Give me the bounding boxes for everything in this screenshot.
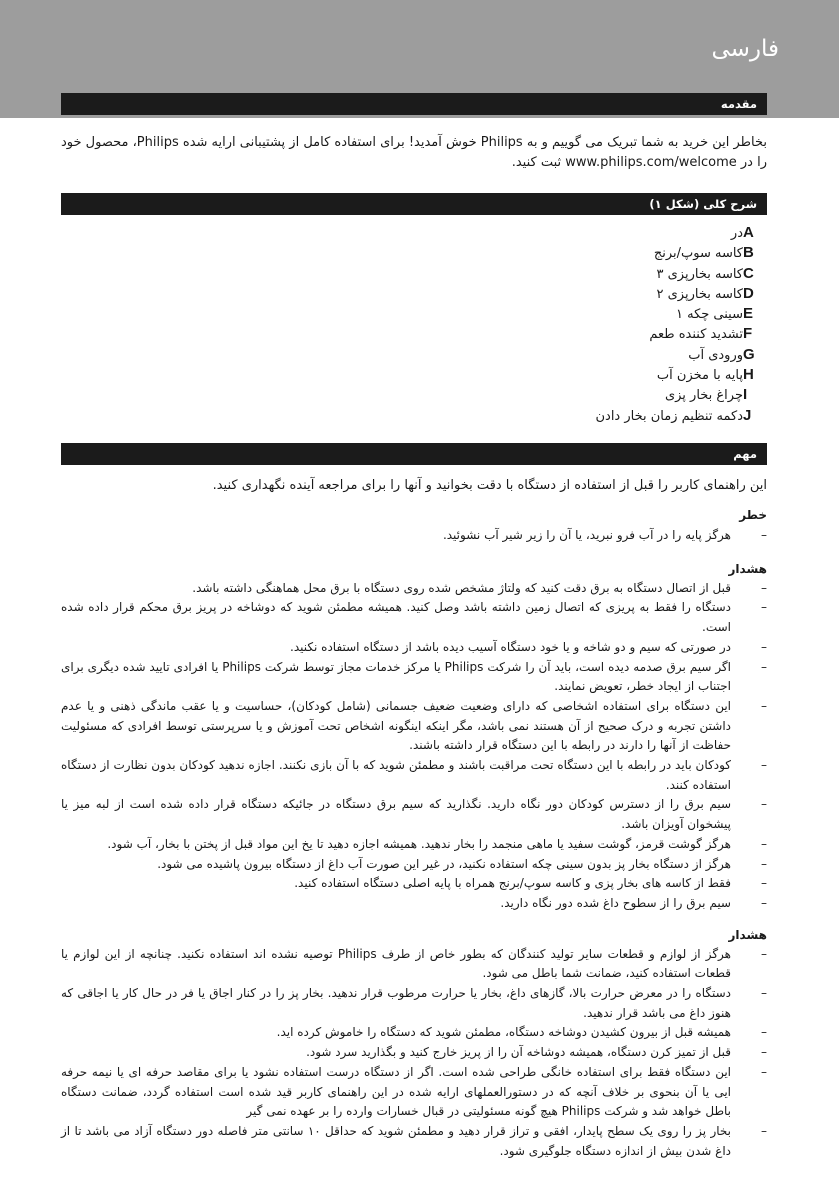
caution-item: – این دستگاه فقط برای استفاده خانگی طراحی شده است. اگر از دستگاه درست استفاده نشود یا برای مقاصد حرفه ای یا نیمه حرفه ایی یا آن بنحوی بر خلاف آنچه که در دستورالعملهای ارایه شده در این راهنمای کاربر قید شده است استفاده گردد، ضمانت دستگاه باطل خواهد شد و شرکت Philips هیچ گونه مسئولیتی در قبال خسارات وارده را بر عهده نمی گیر: [61, 1064, 767, 1119]
list-item: Eسینی چکه ۱: [675, 305, 754, 323]
intro-section: [61, 133, 767, 173]
overview-heading-bar: [61, 193, 767, 215]
warning-item: – این دستگاه برای استفاده اشخاصی که دارای وضعیت ضعیف جسمانی (شامل کودکان)، حساسیت و یا عقب ماندگی ذهنی و یا عدم داشتن تجربه و درک صحیح از آن هستند نمی باشد، مگر اینکه اینگونه اشخاص تحت آموزش و یا سرپرستی توسط افرادی که مسئولیت حفاظت از آنها را دارند در رابطه با این دستگاه قرار داشته باشند.: [61, 698, 767, 753]
danger-title: خطر: [739, 508, 767, 522]
overview-heading: شرح کلی (شکل ۱): [61, 193, 767, 215]
caution-item: – همیشه قبل از بیرون کشیدن دوشاخه دستگاه، مطمئن شوید که دستگاه را خاموش کرده اید.: [276, 1025, 767, 1040]
warning-item: – سیم برق را از سطوح داغ شده دور نگاه دارید.: [500, 895, 767, 910]
warning-item: – کودکان باید در رابطه با این دستگاه تحت مراقبت باشند و مطمئن شوید که با آن بازی نکنند. اجازه ندهید کودکان بدون نظارت از دستگاه استفاده کنند.: [61, 758, 767, 792]
caution-item: – بخار پز را روی یک سطح پایدار، افقی و تراز قرار دهید و مطمئن شوید که حداقل ۱۰ سانتی متر فاصله دور دستگاه آزاد می باشد تا از داغ شدن بیش از اندازه دستگاه جلوگیری شود.: [61, 1123, 767, 1158]
list-item: Cکاسه بخارپزی ۳: [656, 264, 754, 282]
danger-item: – هرگز پایه را در آب فرو نبرید، یا آن را زیر شیر آب نشوئید.: [442, 528, 767, 542]
caution-title: هشدار: [728, 927, 767, 942]
warning-item: – فقط از کاسه های بخار پزی و کاسه سوپ/برنج همراه با پایه اصلی دستگاه استفاده کنید.: [294, 876, 767, 891]
intro-heading-bar: [61, 93, 767, 115]
language-label: فارسی: [711, 36, 779, 62]
list-item: Iچراغ بخار پزی: [664, 386, 748, 404]
warning-item: – در صورتی که سیم و دو شاخه و یا خود دستگاه آسیب دیده باشد از دستگاه استفاده نکنید.: [290, 639, 767, 654]
list-item: Aدر: [730, 224, 754, 241]
important-intro: این راهنمای کاربر را قبل از استفاده از دستگاه با دقت بخوانید و آنها را برای مراجعه آینده نگهداری کنید.: [212, 478, 767, 493]
warning-item: – قبل از اتصال دستگاه به برق دقت کنید که ولتاژ مشخص شده روی دستگاه با برق محل هماهنگی داشته باشد.: [192, 580, 767, 595]
warning-item: – هرگز از دستگاه بخار پز بدون سینی چکه استفاده نکنید، در غیر این صورت آب داغ از دستگاه بیرون پاشیده می شود.: [157, 856, 767, 871]
intro-heading: مقدمه: [61, 93, 767, 115]
intro-text: بخاطر این خرید به شما تبریک می گوییم و به Philips خوش آمدید! برای استفاده کامل از پشتیبانی ارایه شده Philips، محصول خود را در www.philips.com/welcome ثبت کنید.: [61, 135, 767, 170]
overview-list: [61, 223, 767, 426]
warning-item: – سیم برق را از دسترس کودکان دور نگاه دارید. نگذارید که سیم برق دستگاه در جائیکه دستگاه قرار داده شده است از لبه میز یا پیشخوان آویزان باشد.: [61, 797, 767, 832]
warning-item: – هرگز گوشت قرمز، گوشت سفید یا ماهی منجمد را بخار ندهید. همیشه اجازه دهید تا یخ این مواد قبل از پختن با بخار، آب شود.: [107, 836, 767, 851]
important-heading-bar: [61, 443, 767, 465]
list-item: Dکاسه بخارپزی ۲: [656, 284, 754, 302]
caution-item: – قبل از تمیز کرن دستگاه، همیشه دوشاخه آن را از پریز خارج کنید و بگذارید سرد شود.: [306, 1045, 767, 1060]
list-item: Bکاسه سوپ/برنج: [653, 244, 754, 262]
list-item: Fتشدید کننده طعم: [649, 325, 753, 343]
warning-item: – دستگاه را فقط به پریزی که اتصال زمین داشته باشد وصل کنید. همیشه مطمئن شوید که دوشاخه در پریز برق محکم قرار داده شده است.: [61, 600, 767, 635]
important-section: [61, 476, 767, 1161]
caution-item: – هرگز از لوازم و قطعات سایر تولید کنندگان که بطور خاص از طرف Philips توصیه نشده اند استفاده نکنید. چنانچه از این لوازم یا قطعات استفاده کنید، ضمانت شما باطل می شود.: [61, 946, 767, 981]
list-item: Hپایه با مخزن آب: [656, 366, 754, 384]
caution-item: – دستگاه را در معرض حرارت بالا، گازهای داغ، بخار یا حرارت مرطوب قرار ندهید. بخار پز را در کنار اجاق یا فر در حال کار یا اجاقی که هنوز داغ می باشد قرار ندهید.: [61, 986, 767, 1020]
list-item: Jدکمه تنظیم زمان بخار دادن: [595, 406, 752, 424]
important-heading: مهم: [61, 443, 767, 465]
warning-item: – اگر سیم برق صدمه دیده است، باید آن را شرکت Philips یا مرکز خدمات مجاز توسط شرکت Philips یا افرادی تایید شده دیگری برای اجتناب از ایجاد خطر، تعویض نمایند.: [61, 659, 767, 694]
warning-title: هشدار: [728, 561, 767, 576]
list-item: Gورودی آب: [688, 345, 755, 363]
